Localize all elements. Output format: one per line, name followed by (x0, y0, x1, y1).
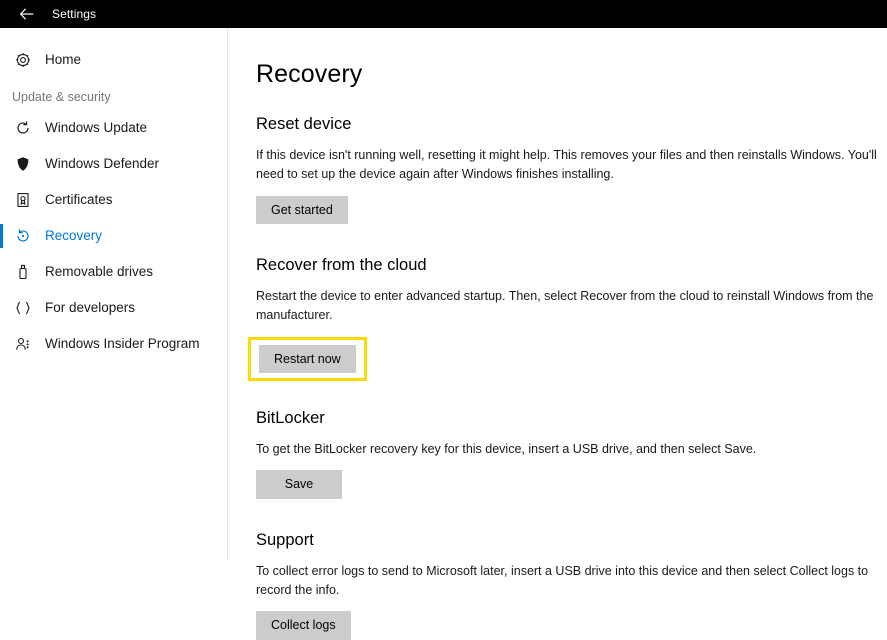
sidebar-item-recovery[interactable] (0, 218, 228, 254)
insider-icon (12, 333, 34, 355)
sidebar-section-label: Update & security (12, 90, 111, 104)
window-body (0, 28, 887, 633)
sidebar-item-label: Removable drives (45, 264, 154, 280)
sidebar-item-label: Windows Defender (45, 156, 160, 172)
section-support (256, 531, 877, 640)
sidebar-item-label: For developers (45, 300, 136, 316)
sidebar-item-label: Windows Update (45, 120, 148, 136)
recovery-icon (12, 225, 34, 247)
section-description: Restart the device to enter advanced startup. Then, select Recover from the cloud to reinstall Windows from the manufacturer. (256, 289, 874, 323)
sidebar-item-windows-update[interactable] (0, 110, 228, 146)
main-content (228, 28, 887, 633)
section-description: To collect error logs to send to Microsoft later, insert a USB drive into this device and then select Collect logs to record the info. (256, 563, 869, 597)
sync-icon (12, 117, 34, 139)
sidebar-item-certificates[interactable] (0, 182, 228, 218)
restart-now-button[interactable]: Restart now (259, 345, 356, 373)
certificate-icon (12, 189, 34, 211)
page-title: Recovery (256, 60, 363, 88)
section-title: BitLocker (256, 409, 325, 427)
section-reset-device (256, 115, 877, 224)
sidebar-item-for-developers[interactable] (0, 290, 228, 326)
section-description: To get the BitLocker recovery key for this device, insert a USB drive, and then select Save. (256, 442, 757, 456)
gear-icon (12, 49, 34, 71)
sidebar-item-removable-drives[interactable] (0, 254, 228, 290)
sidebar-item-label: Recovery (45, 228, 103, 244)
back-button[interactable] (10, 0, 44, 28)
section-bitlocker (256, 409, 877, 499)
section-title: Recover from the cloud (256, 256, 427, 274)
section-recover-from-the-cloud (256, 256, 877, 381)
developers-icon (12, 297, 34, 319)
back-arrow-icon (19, 6, 35, 22)
section-title: Reset device (256, 115, 352, 133)
sidebar-item-label: Windows Insider Program (45, 336, 200, 352)
sidebar-item-label: Home (45, 52, 82, 68)
shield-icon (12, 153, 34, 175)
sidebar-item-home[interactable] (0, 42, 228, 78)
save-button[interactable]: Save (256, 470, 342, 498)
collect-logs-button[interactable]: Collect logs (256, 611, 351, 639)
usb-drive-icon (12, 261, 34, 283)
restart-now-highlight (248, 337, 367, 381)
sidebar-item-windows-insider-program[interactable] (0, 326, 228, 362)
section-title: Support (256, 530, 314, 549)
section-description: If this device isn't running well, resetting it might help. This removes your files and then reinstalls Windows. You'll need to set up the device again after Windows finishes installing. (256, 148, 877, 182)
title-bar (0, 0, 887, 28)
sidebar-item-windows-defender[interactable] (0, 146, 228, 182)
sidebar-item-label: Certificates (45, 192, 113, 208)
get-started-button[interactable]: Get started (256, 196, 348, 224)
sidebar (0, 28, 228, 561)
window-title: Settings (52, 7, 97, 21)
